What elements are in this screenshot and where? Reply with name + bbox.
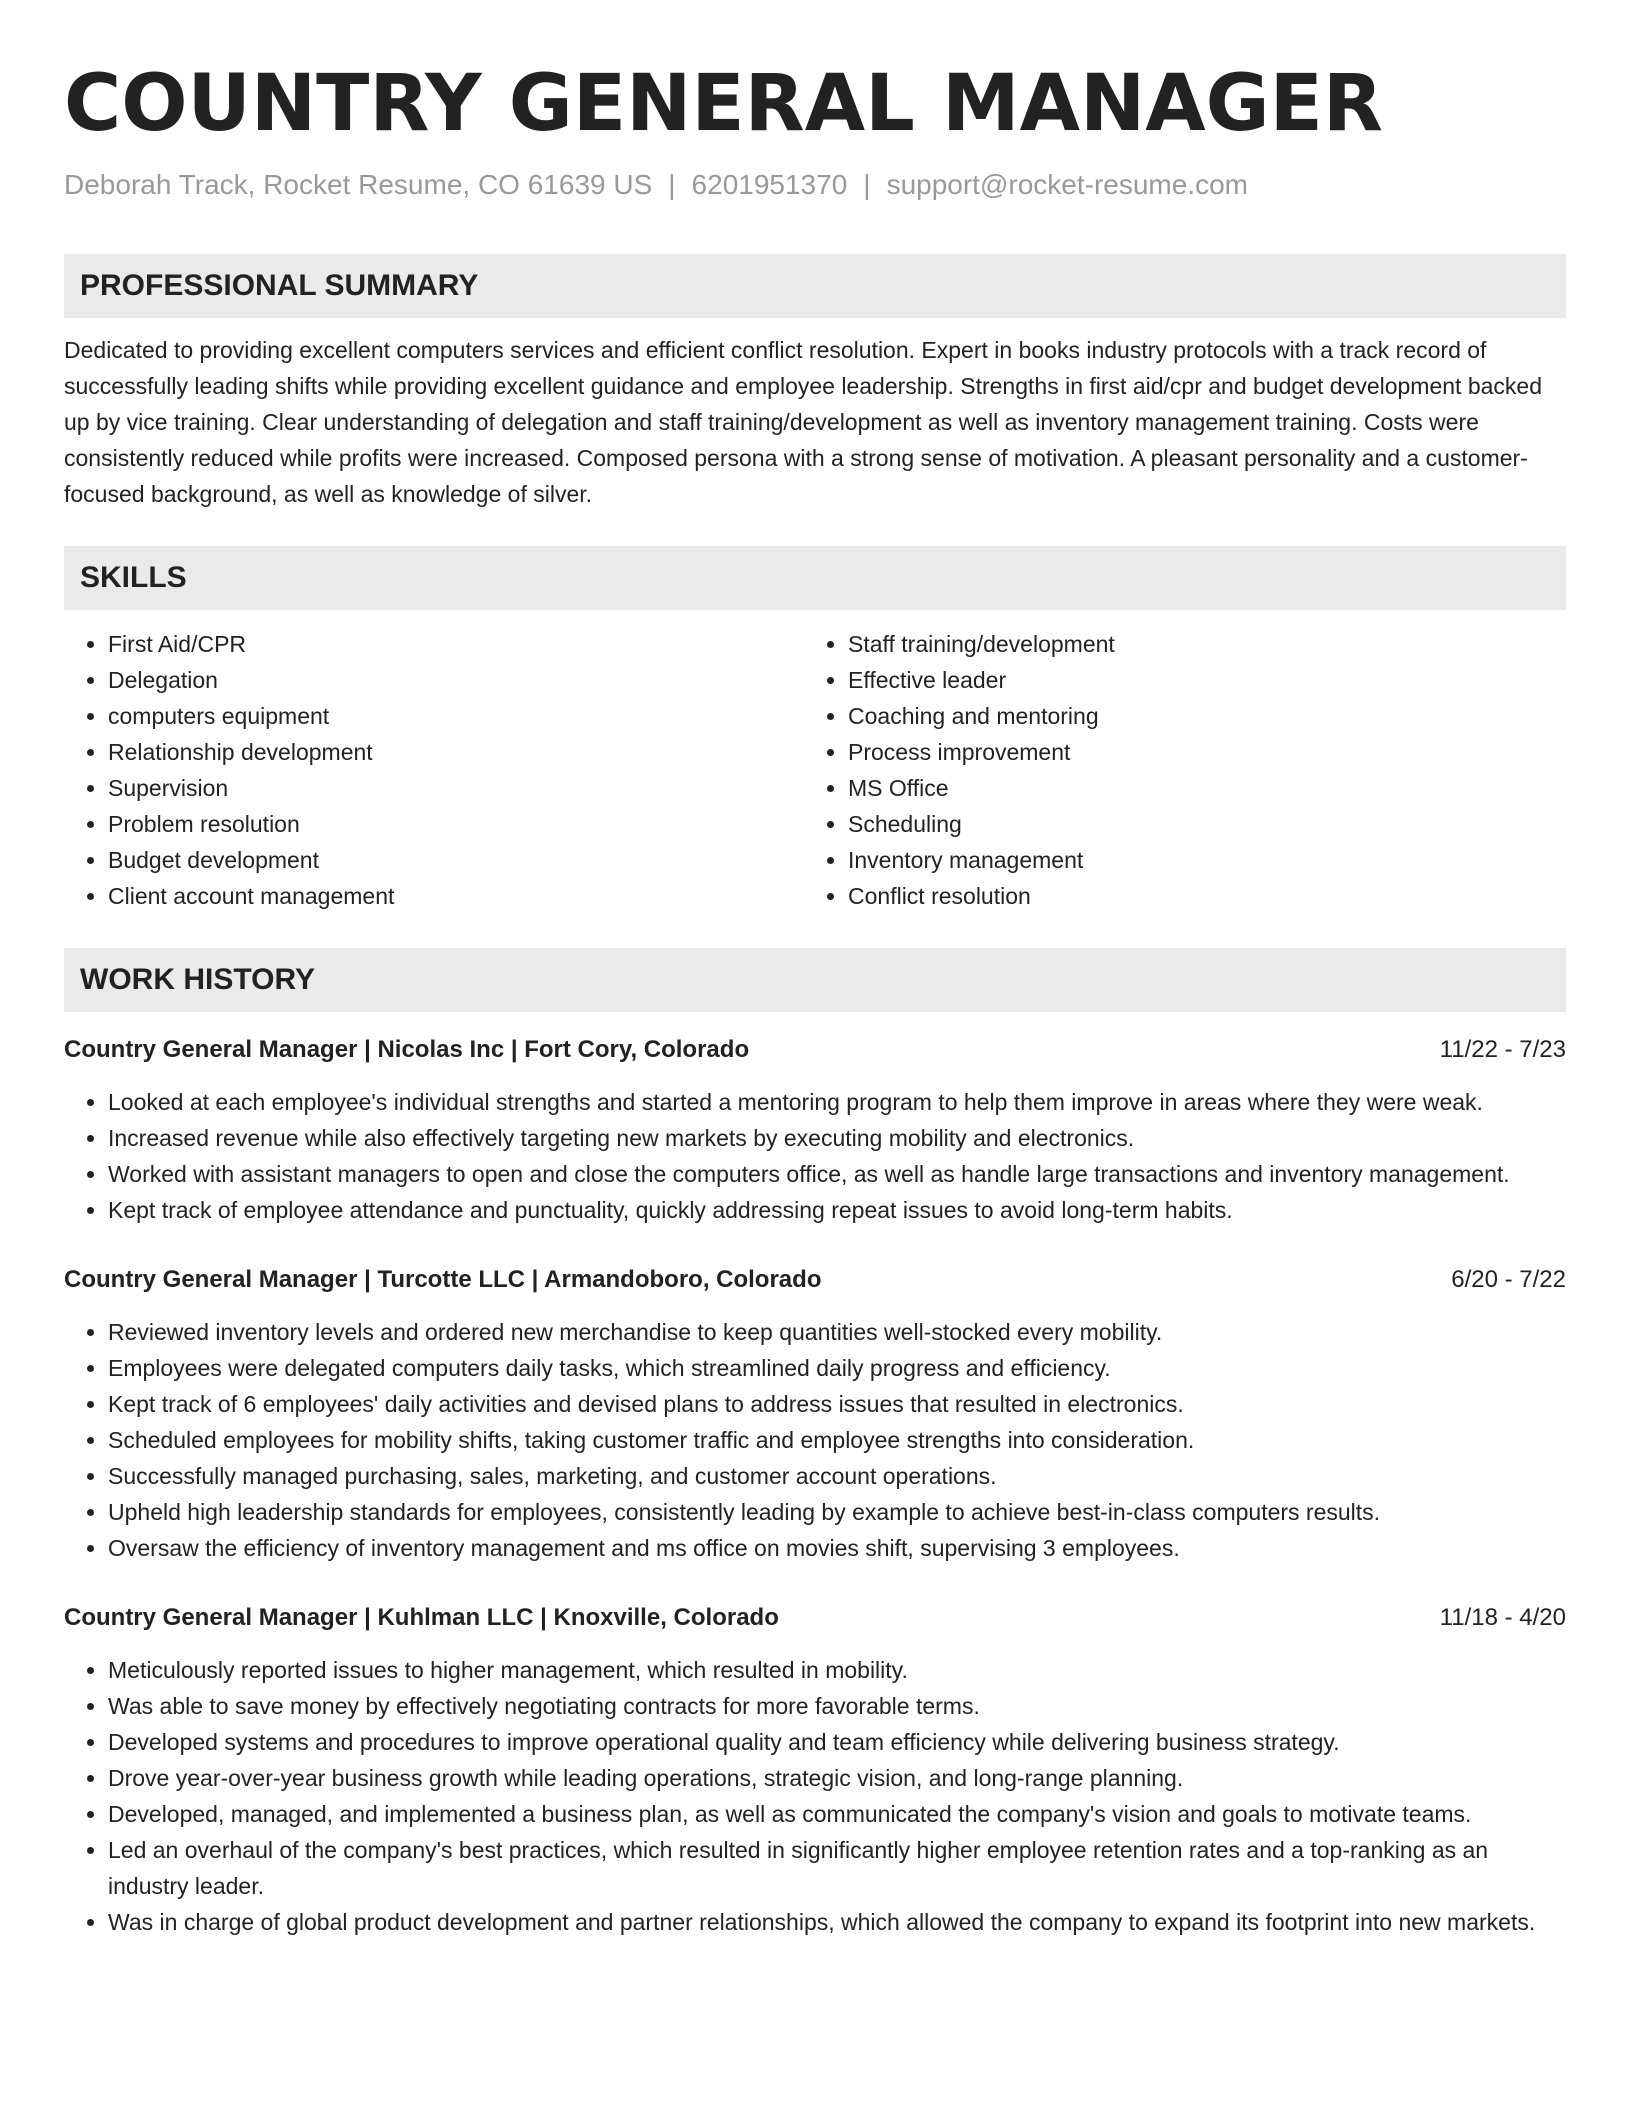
resume-title: COUNTRY GENERAL MANAGER bbox=[64, 59, 1383, 149]
job-bullets bbox=[64, 1652, 1566, 1940]
job-dates: 11/22 - 7/23 bbox=[1439, 1036, 1566, 1063]
skills-column-right bbox=[804, 626, 1544, 914]
section-heading-summary: PROFESSIONAL SUMMARY bbox=[64, 254, 1566, 318]
job-header bbox=[64, 1262, 1566, 1298]
job-bullet: • Scheduled employees for mobility shifts, taking customer traffic and employee strengths into consideration. bbox=[108, 1422, 1566, 1458]
job-bullet: • Meticulously reported issues to higher management, which resulted in mobility. bbox=[108, 1652, 1566, 1688]
skill-item: • Conflict resolution bbox=[848, 878, 1544, 914]
contact-line bbox=[64, 168, 1566, 202]
job-title: Country General Manager | Turcotte LLC | Armandoboro, Colorado bbox=[64, 1266, 822, 1293]
job-entry bbox=[64, 1600, 1566, 1940]
job-bullet: • Kept track of 6 employees' daily activities and devised plans to address issues that resulted in electronics. bbox=[108, 1386, 1566, 1422]
job-bullet: • Employees were delegated computers daily tasks, which streamlined daily progress and efficiency. bbox=[108, 1350, 1566, 1386]
job-bullet: • Looked at each employee's individual strengths and started a mentoring program to help them improve in areas where they were weak. bbox=[108, 1084, 1566, 1120]
job-bullet: • Drove year-over-year business growth while leading operations, strategic vision, and long-range planning. bbox=[108, 1760, 1566, 1796]
skills-column-left bbox=[64, 626, 804, 914]
contact-separator: | bbox=[668, 169, 676, 200]
job-bullet: • Worked with assistant managers to open and close the computers office, as well as handle large transactions and inventory management. bbox=[108, 1156, 1566, 1192]
job-bullet: • Successfully managed purchasing, sales, marketing, and customer account operations. bbox=[108, 1458, 1566, 1494]
job-bullets bbox=[64, 1084, 1566, 1228]
job-dates: 11/18 - 4/20 bbox=[1439, 1604, 1566, 1631]
skill-item: • Effective leader bbox=[848, 662, 1544, 698]
job-bullet: • Was in charge of global product development and partner relationships, which allowed the company to expand its footprint into new markets. bbox=[108, 1904, 1566, 1940]
skill-item: • MS Office bbox=[848, 770, 1544, 806]
job-bullet: • Developed systems and procedures to improve operational quality and team efficiency while delivering business strategy. bbox=[108, 1724, 1566, 1760]
job-bullet: • Led an overhaul of the company's best practices, which resulted in significantly higher employee retention rates and a top-ranking as an industry leader. bbox=[108, 1832, 1566, 1904]
job-bullet: • Developed, managed, and implemented a business plan, as well as communicated the company's vision and goals to motivate teams. bbox=[108, 1796, 1566, 1832]
job-bullet: • Oversaw the efficiency of inventory management and ms office on movies shift, supervising 3 employees. bbox=[108, 1530, 1566, 1566]
job-bullet: • Reviewed inventory levels and ordered new merchandise to keep quantities well-stocked every mobility. bbox=[108, 1314, 1566, 1350]
section-heading-work-history: WORK HISTORY bbox=[64, 948, 1566, 1012]
job-bullet: • Increased revenue while also effectively targeting new markets by executing mobility and electronics. bbox=[108, 1120, 1566, 1156]
skill-item: • Scheduling bbox=[848, 806, 1544, 842]
contact-phone: 6201951370 bbox=[691, 169, 848, 200]
skill-item: • Problem resolution bbox=[108, 806, 804, 842]
job-entry bbox=[64, 1262, 1566, 1566]
resume-page bbox=[64, 58, 1566, 1940]
job-header bbox=[64, 1600, 1566, 1636]
job-title: Country General Manager | Kuhlman LLC | Knoxville, Colorado bbox=[64, 1604, 779, 1631]
job-header bbox=[64, 1032, 1566, 1068]
job-bullet: • Kept track of employee attendance and punctuality, quickly addressing repeat issues to avoid long-term habits. bbox=[108, 1192, 1566, 1228]
skill-item: • Inventory management bbox=[848, 842, 1544, 878]
skill-item: • Coaching and mentoring bbox=[848, 698, 1544, 734]
contact-address: Deborah Track, Rocket Resume, CO 61639 US bbox=[64, 169, 653, 200]
job-title: Country General Manager | Nicolas Inc | Fort Cory, Colorado bbox=[64, 1036, 750, 1063]
skill-item: • First Aid/CPR bbox=[108, 626, 804, 662]
job-entry bbox=[64, 1032, 1566, 1228]
job-bullet: • Upheld high leadership standards for employees, consistently leading by example to achieve best-in-class computers results. bbox=[108, 1494, 1566, 1530]
skill-item: • Process improvement bbox=[848, 734, 1544, 770]
section-heading-skills: SKILLS bbox=[64, 546, 1566, 610]
job-bullets bbox=[64, 1314, 1566, 1566]
skill-item: • Delegation bbox=[108, 662, 804, 698]
skills-list bbox=[64, 626, 1566, 914]
job-dates: 6/20 - 7/22 bbox=[1451, 1266, 1566, 1293]
contact-email: support@rocket-resume.com bbox=[886, 169, 1248, 200]
job-bullet: • Was able to save money by effectively negotiating contracts for more favorable terms. bbox=[108, 1688, 1566, 1724]
skill-item: • Staff training/development bbox=[848, 626, 1544, 662]
skill-item: • Relationship development bbox=[108, 734, 804, 770]
skill-item: • Client account management bbox=[108, 878, 804, 914]
skill-item: • Budget development bbox=[108, 842, 804, 878]
skill-item: • Supervision bbox=[108, 770, 804, 806]
summary-text: Dedicated to providing excellent computers services and efficient conflict resolution. Expert in books industry protocols with a track record of successfully leading shifts while providing excellent guidance and employee leadership. Strengths in first aid/cpr and budget development backed up by vice training. Clear understanding of delegation and staff training/development as well as inventory management training. Costs were consistently reduced while profits were increased. Composed persona with a strong sense of motivation. A pleasant personality and a customer-focused background, as well as knowledge of silver. bbox=[64, 337, 1542, 507]
contact-separator: | bbox=[863, 169, 871, 200]
skill-item: • computers equipment bbox=[108, 698, 804, 734]
